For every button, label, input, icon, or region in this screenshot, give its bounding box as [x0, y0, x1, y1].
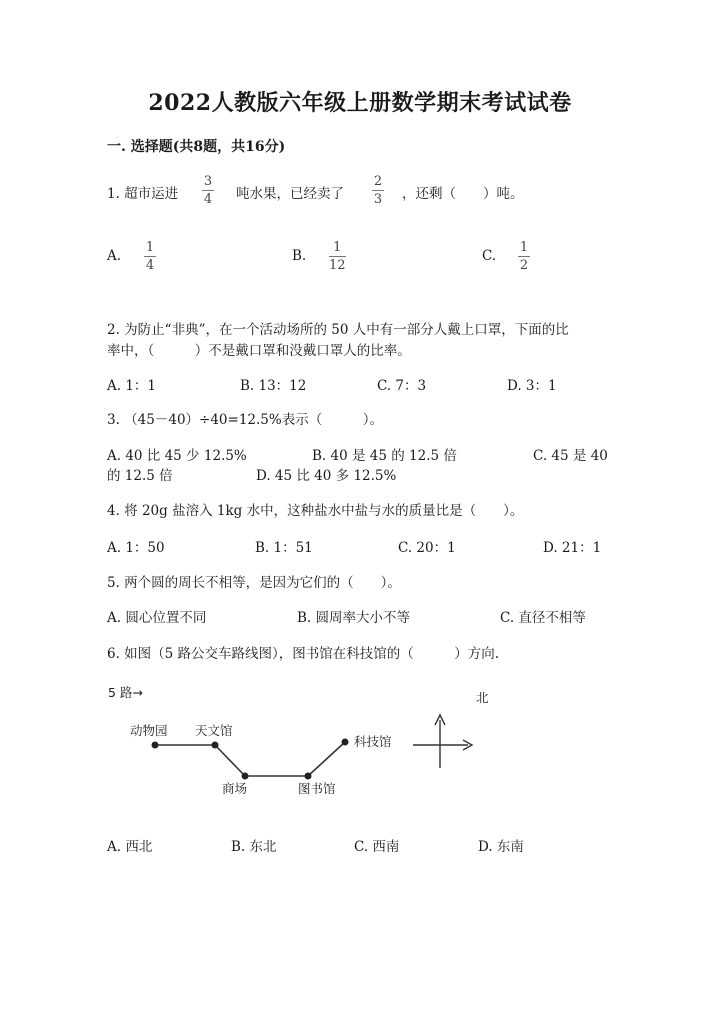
q3-text: 3. （45－40）÷40=12.5%表示（ ）。 — [107, 412, 383, 428]
q2-text-line2: 率中，（ ）不是戴口罩和没戴口罩人的比率。 — [107, 343, 411, 359]
q1-fraction-2 — [372, 174, 384, 207]
q6-option-d: D. 东南 — [478, 839, 524, 855]
numerator: 1 — [333, 240, 342, 255]
q4-text: 4. 将 20g 盐溶入 1kg 水中，这种盐水中盐与水的质量比是（ ）。 — [107, 503, 524, 519]
q6-text: 6. 如图（5 路公交车路线图），图书馆在科技馆的（ ）方向. — [107, 646, 500, 662]
q5-option-a: A. 圆心位置不同 — [107, 610, 207, 626]
q3-option-c-continued: 的 12.5 倍 — [107, 468, 173, 484]
north-label: 北 — [476, 690, 489, 705]
stop-label-planetarium: 天文馆 — [195, 723, 233, 738]
q5-option-b: B. 圆周率大小不等 — [297, 610, 411, 626]
q4-option-b: B. 1：51 — [255, 540, 313, 556]
q1-text-part3: ，还剩（ ）吨。 — [402, 186, 524, 202]
q1-option-b-label: B. — [292, 248, 307, 264]
q1-fraction-1-numerator: 3 — [203, 174, 213, 189]
q5-option-c: C. 直径不相等 — [500, 610, 586, 626]
q4-option-a: A. 1：50 — [107, 540, 165, 556]
numerator: 1 — [519, 240, 529, 255]
numerator: 1 — [145, 240, 155, 255]
q4-option-c: C. 20：1 — [398, 540, 456, 556]
q1-fraction-2-denominator: 3 — [373, 192, 383, 207]
q6-option-a: A. 西北 — [107, 839, 153, 855]
q1-option-a-fraction — [144, 240, 156, 273]
section-heading: 一. 选择题(共8题，共16分) — [107, 139, 286, 155]
fraction-bar — [518, 256, 530, 257]
bus-route-diagram — [100, 680, 520, 810]
q2-option-b: B. 13：12 — [240, 378, 307, 394]
stop-label-library: 图书馆 — [298, 781, 336, 796]
q2-option-d: D. 3：1 — [507, 378, 557, 394]
q2-text-line1: 2. 为防止“非典”，在一个活动场所的 50 人中有一部分人戴上口罩，下面的比 — [107, 322, 569, 338]
stop-marker — [152, 742, 159, 749]
q2-option-c: C. 7：3 — [377, 378, 427, 394]
q3-option-a: A. 40 比 45 少 12.5% — [107, 448, 247, 464]
q2-option-a: A. 1：1 — [107, 378, 157, 394]
q1-text-part1: 1. 超市运进 — [107, 186, 179, 202]
q1-fraction-1-denominator: 4 — [203, 192, 213, 207]
route-segment — [308, 742, 345, 776]
route-segment — [215, 745, 245, 776]
denominator: 12 — [329, 258, 346, 273]
stop-marker — [305, 773, 312, 780]
q1-fraction-1 — [202, 174, 214, 207]
q1-option-b-fraction — [329, 240, 346, 273]
q1-text-part2: 吨水果，已经卖了 — [236, 186, 344, 202]
route-label: 5 路→ — [108, 685, 143, 700]
q4-option-d: D. 21：1 — [543, 540, 602, 556]
q3-option-b: B. 40 是 45 的 12.5 倍 — [312, 448, 457, 464]
q1-option-a-label: A. — [107, 248, 122, 264]
fraction-bar — [144, 256, 156, 257]
q1-option-c-fraction — [518, 240, 530, 273]
stop-label-mall: 商场 — [222, 781, 248, 796]
denominator: 2 — [519, 258, 529, 273]
q5-text: 5. 两个圆的周长不相等，是因为它们的（ ）。 — [107, 575, 401, 591]
q6-option-c: C. 西南 — [354, 839, 400, 855]
fraction-bar — [202, 190, 214, 191]
page-title: 2022人教版六年级上册数学期末考试试卷 — [148, 90, 572, 116]
fraction-bar — [329, 256, 346, 257]
denominator: 4 — [145, 258, 155, 273]
stop-marker — [342, 739, 349, 746]
stop-marker — [242, 773, 249, 780]
q1-fraction-2-numerator: 2 — [373, 174, 383, 189]
stop-label-science-museum: 科技馆 — [354, 734, 392, 749]
q6-option-b: B. 东北 — [231, 839, 277, 855]
fraction-bar — [372, 190, 384, 191]
q3-option-d: D. 45 比 40 多 12.5% — [256, 468, 397, 484]
stop-label-zoo: 动物园 — [130, 723, 168, 738]
stop-marker — [212, 742, 219, 749]
q3-option-c: C. 45 是 40 — [533, 448, 608, 464]
q1-option-c-label: C. — [482, 248, 497, 264]
